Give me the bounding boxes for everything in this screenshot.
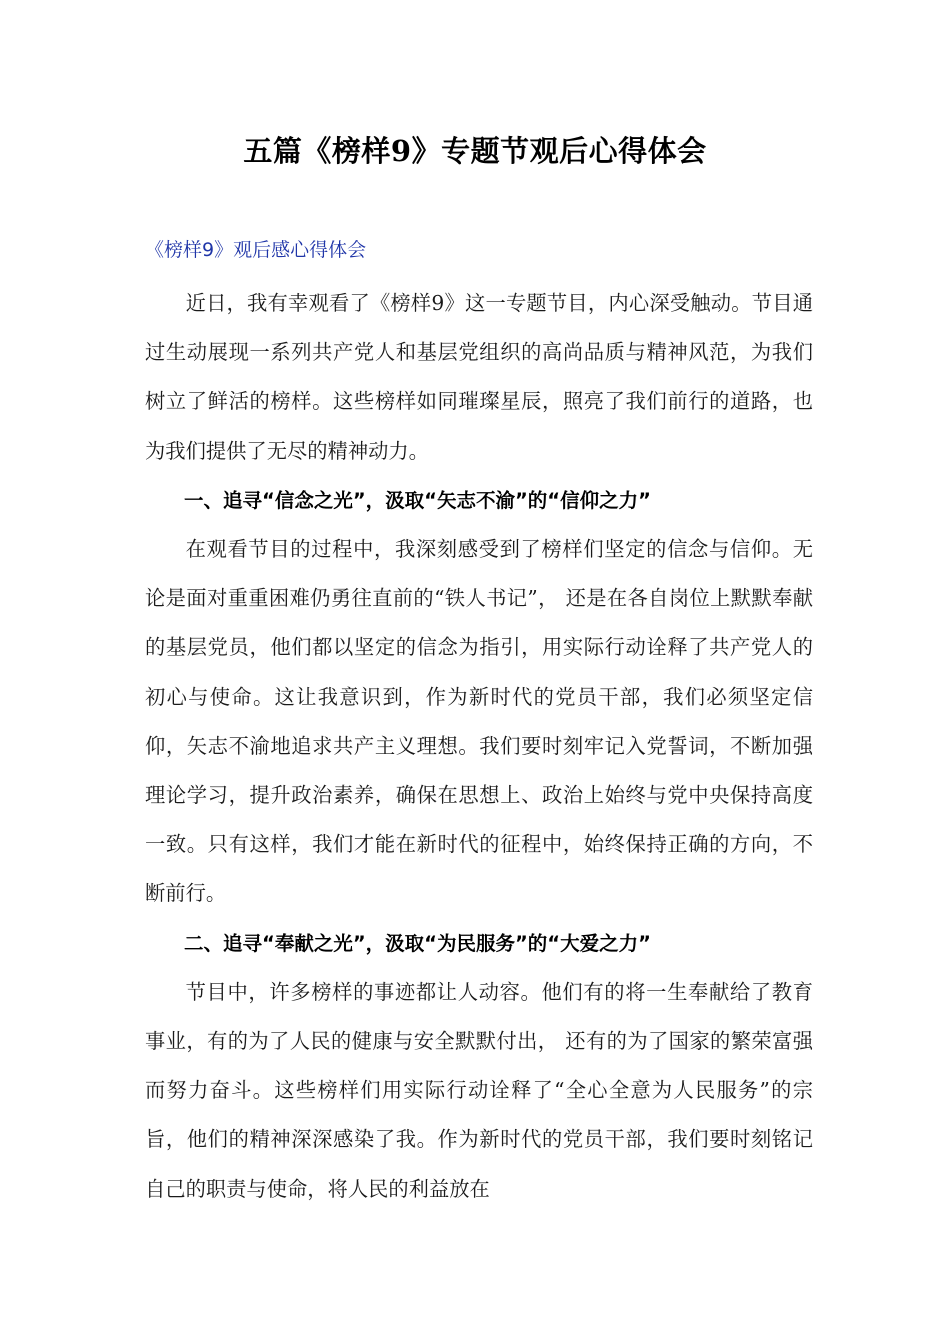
section-heading-1: 一、追寻“信念之光”，汲取“矢志不渝”的“信仰之力” <box>184 488 651 512</box>
document-title: 五篇《榜样9》专题节观后心得体会 <box>243 134 707 168</box>
body-paragraph-2: 节目中，许多榜样的事迹都让人动容。他们有的将一生奉献给了教育事业，有的为了人民的健康与安全默默付出， 还有的为了国家的繁荣富强而努力奋斗。这些榜样们用实际行动诠释了“全心全意为人民服务”的宗旨，他们的精神深深感染了我。作为新时代的党员干部，我们要时刻铭记自己的职责与使命，将人民的利益放在 <box>145 979 813 1201</box>
intro-paragraph: 近日，我有幸观看了《榜样9》这一专题节目，内心深受触动。节目通过生动展现一系列共产党人和基层党组织的高尚品质与精神风范，为我们树立了鲜活的榜样。这些榜样如同璀璨星辰，照亮了我们前行的道路，也为我们提供了无尽的精神动力。 <box>145 291 813 463</box>
section-title-link[interactable]: 《榜样9》观后感心得体会 <box>145 239 367 261</box>
body-paragraph-1: 在观看节目的过程中，我深刻感受到了榜样们坚定的信念与信仰。无论是面对重重困难仍勇往直前的“铁人书记”， 还是在各自岗位上默默奉献的基层党员，他们都以坚定的信念为指引，用实际行动诠释了共产党人的初心与使命。这让我意识到，作为新时代的党员干部，我们必须坚定信仰，矢志不渝地追求共产主义理想。我们要时刻牢记入党誓词，不断加强理论学习，提升政治素养，确保在思想上、政治上始终与党中央保持高度一致。只有这样，我们才能在新时代的征程中，始终保持正确的方向，不断前行。 <box>145 537 813 906</box>
section-heading-2: 二、追寻“奉献之光”，汲取“为民服务”的“大爱之力” <box>184 931 651 955</box>
document-body <box>145 279 813 1214</box>
